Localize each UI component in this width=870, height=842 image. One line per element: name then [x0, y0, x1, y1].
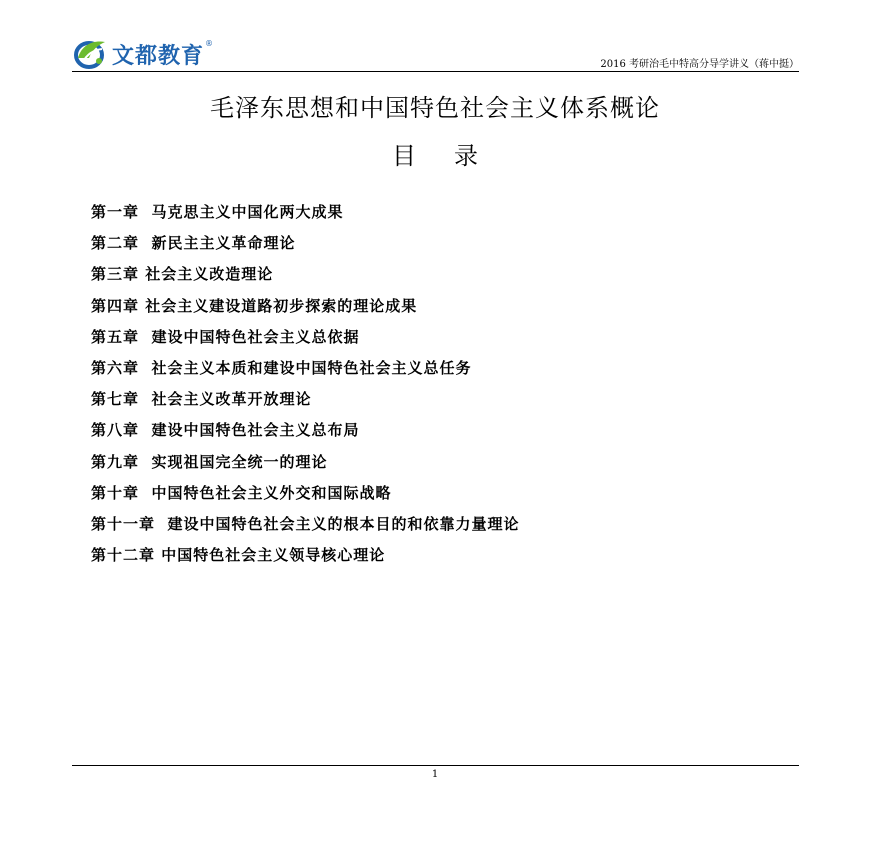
toc-chapter-title: 马克思主义中国化两大成果 — [151, 203, 344, 221]
toc-item — [91, 418, 791, 449]
toc-item — [91, 450, 791, 481]
toc-item — [91, 262, 791, 293]
logo-text: 文都教育 — [112, 43, 205, 69]
toc-chapter-number: 第十章 — [91, 483, 140, 502]
toc-item — [91, 231, 791, 262]
toc-chapter-number: 第四章 — [91, 296, 140, 315]
toc-chapter-number: 第五章 — [91, 327, 140, 346]
table-of-contents — [91, 200, 791, 574]
toc-item — [91, 543, 791, 574]
footer-divider — [72, 765, 799, 766]
toc-chapter-title: 社会主义改造理论 — [145, 265, 274, 284]
toc-item — [91, 325, 791, 356]
toc-chapter-number: 第九章 — [91, 452, 140, 471]
toc-item — [91, 294, 791, 325]
toc-chapter-title: 建设中国特色社会主义总布局 — [151, 421, 360, 440]
page-number: 1 — [431, 769, 439, 780]
course-label: 2016 考研治毛中特高分导学讲义（蒋中挺） — [600, 59, 799, 70]
toc-gap — [139, 234, 151, 252]
toc-chapter-title: 中国特色社会主义外交和国际战略 — [151, 483, 392, 502]
toc-item — [91, 512, 791, 543]
toc-item — [91, 356, 791, 387]
toc-chapter-title: 建设中国特色社会主义总依据 — [151, 327, 360, 346]
toc-chapter-number: 第十二章 — [91, 546, 156, 565]
toc-chapter-number: 第七章 — [91, 390, 140, 409]
toc-chapter-title: 新民主主义革命理论 — [151, 234, 296, 253]
toc-gap — [139, 390, 151, 408]
document-title: 毛泽东思想和中国特色社会主义体系概论 — [210, 94, 660, 122]
toc-chapter-title: 实现祖国完全统一的理论 — [151, 452, 328, 471]
toc-chapter-number: 第二章 — [91, 234, 140, 253]
toc-gap — [139, 359, 151, 377]
header-divider — [72, 71, 799, 72]
toc-chapter-title: 中国特色社会主义领导核心理论 — [161, 546, 386, 565]
wendu-logo-icon — [72, 36, 108, 70]
toc-gap — [139, 453, 151, 471]
toc-item — [91, 481, 791, 512]
toc-chapter-number: 第八章 — [91, 421, 140, 440]
wendu-logo — [72, 36, 213, 70]
toc-chapter-title: 社会主义本质和建设中国特色社会主义总任务 — [151, 358, 472, 377]
toc-chapter-number: 第十一章 — [91, 514, 156, 533]
toc-gap — [139, 328, 151, 346]
toc-gap — [139, 203, 151, 221]
toc-heading: 目录 — [392, 142, 516, 170]
toc-gap — [155, 515, 167, 533]
toc-chapter-title: 社会主义建设道路初步探索的理论成果 — [145, 296, 418, 315]
toc-chapter-title: 建设中国特色社会主义的根本目的和依靠力量理论 — [167, 514, 520, 533]
toc-gap — [139, 421, 151, 439]
toc-chapter-number: 第三章 — [91, 265, 140, 284]
toc-chapter-number: 第一章 — [91, 203, 140, 221]
toc-gap — [139, 484, 151, 502]
toc-item — [91, 387, 791, 418]
toc-item — [91, 200, 791, 231]
registered-mark: ® — [205, 38, 214, 48]
toc-chapter-title: 社会主义改革开放理论 — [151, 390, 312, 409]
toc-chapter-number: 第六章 — [91, 358, 140, 377]
page-header — [72, 36, 799, 72]
